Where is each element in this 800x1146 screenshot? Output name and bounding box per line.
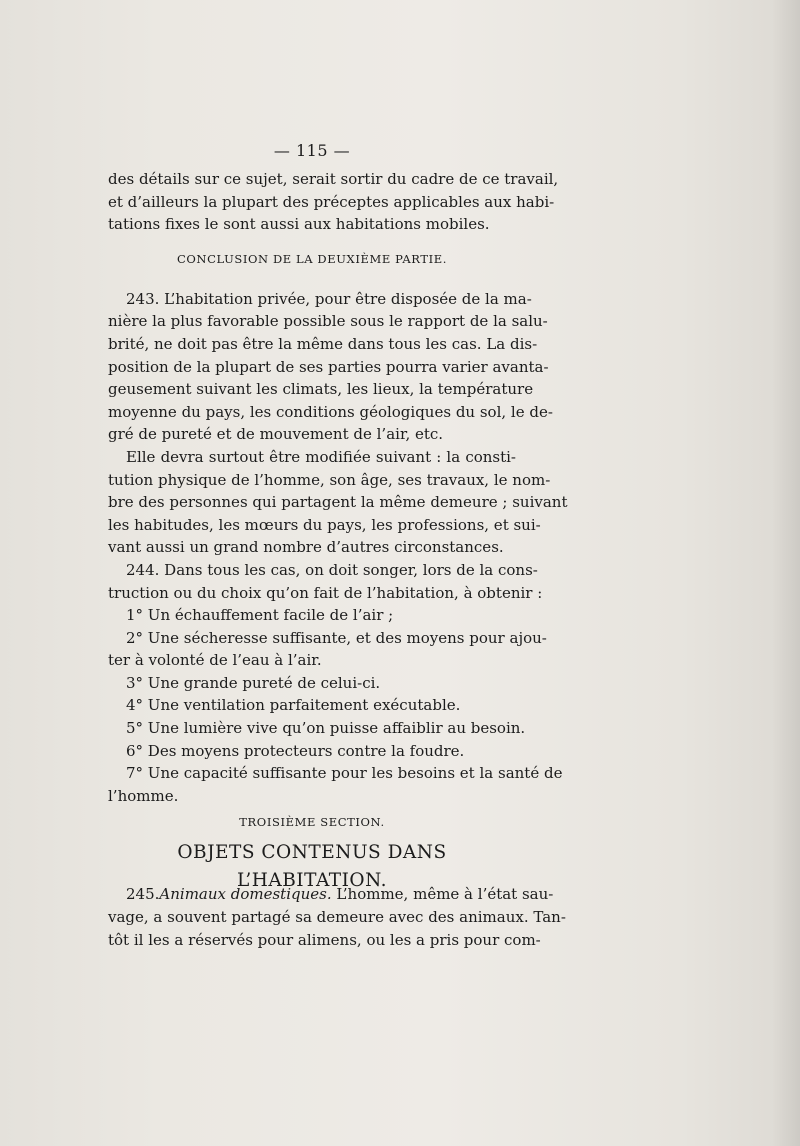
- paragraph-number: 245.: [126, 885, 160, 904]
- page-text-block: [108, 140, 568, 951]
- section-title: OBJETS CONTENUS DANS L’HABITATION.: [177, 842, 447, 892]
- text-line: gré de pureté et de mouvement de l’air, etc.: [108, 425, 444, 444]
- text-line: et d’ailleurs la plupart des préceptes applicables aux habi-: [108, 192, 555, 211]
- paragraph-245: [108, 883, 566, 951]
- conclusion-heading: CONCLUSION DE LA DEUXIÈME PARTIE.: [177, 251, 447, 266]
- intro-paragraph: [108, 168, 559, 236]
- list-item: 3° Une grande pureté de celui-ci.: [126, 673, 381, 692]
- paragraph-243: [108, 288, 553, 446]
- text-line: des détails sur ce sujet, serait sortir du cadre de ce travail,: [108, 170, 559, 188]
- text-line: moyenne du pays, les conditions géologiques du sol, le de-: [108, 402, 553, 421]
- text-line: brité, ne doit pas être la même dans tous les cas. La dis-: [108, 334, 538, 353]
- list-item: 2° Une sécheresse suffisante, et des moyens pour ajou-: [126, 628, 547, 647]
- requirements-list: [108, 604, 563, 807]
- section-heading: TROISIÈME SECTION.: [239, 815, 385, 830]
- text-line: geusement suivant les climats, les lieux, la température: [108, 380, 534, 399]
- page-number: — 115 —: [273, 141, 351, 160]
- text-line: position de la plupart de ses parties pourra varier avanta-: [108, 357, 549, 376]
- list-item: 4° Une ventilation parfaitement exécutable.: [126, 696, 461, 715]
- list-item-continuation: ter à volonté de l’eau à l’air.: [108, 651, 322, 670]
- text-line: tution physique de l’homme, son âge, ses travaux, le nom-: [108, 470, 551, 489]
- paragraph-244: [108, 559, 543, 604]
- list-item: 7° Une capacité suffisante pour les besoins et la santé de: [126, 764, 563, 783]
- text-line: truction ou du choix qu’on fait de l’habitation, à obtenir :: [108, 583, 543, 602]
- text-line: vage, a souvent partagé sa demeure avec des animaux. Tan-: [108, 908, 566, 927]
- list-item: 1° Un échauffement facile de l’air ;: [126, 606, 394, 625]
- text-line: nière la plus favorable possible sous le rapport de la salu-: [108, 312, 548, 331]
- text-line: tôt il les a réservés pour alimens, ou les a pris pour com-: [108, 930, 541, 949]
- paragraph-title: Animaux domestiques.: [159, 885, 332, 904]
- list-item-continuation: l’homme.: [108, 786, 179, 805]
- text-line: Elle devra surtout être modifiée suivant : la consti-: [126, 447, 516, 466]
- paragraph-elle: [108, 446, 568, 559]
- list-item: 6° Des moyens protecteurs contre la foudre.: [126, 741, 465, 760]
- text-line: 244. Dans tous les cas, on doit songer, lors de la cons-: [126, 560, 538, 579]
- text-line: vant aussi un grand nombre d’autres circonstances.: [108, 538, 504, 557]
- text-line: tations fixes le sont aussi aux habitations mobiles.: [108, 215, 490, 234]
- paragraph-first-line-text: L’homme, même à l’état sau-: [336, 885, 554, 904]
- list-item: 5° Une lumière vive qu’on puisse affaiblir au besoin.: [126, 719, 526, 738]
- text-line: [108, 883, 554, 906]
- text-line: les habitudes, les mœurs du pays, les professions, et sui-: [108, 515, 541, 534]
- text-line: 243. L’habitation privée, pour être disposée de la ma-: [126, 289, 532, 308]
- text-line: bre des personnes qui partagent la même demeure ; suivant: [108, 493, 568, 512]
